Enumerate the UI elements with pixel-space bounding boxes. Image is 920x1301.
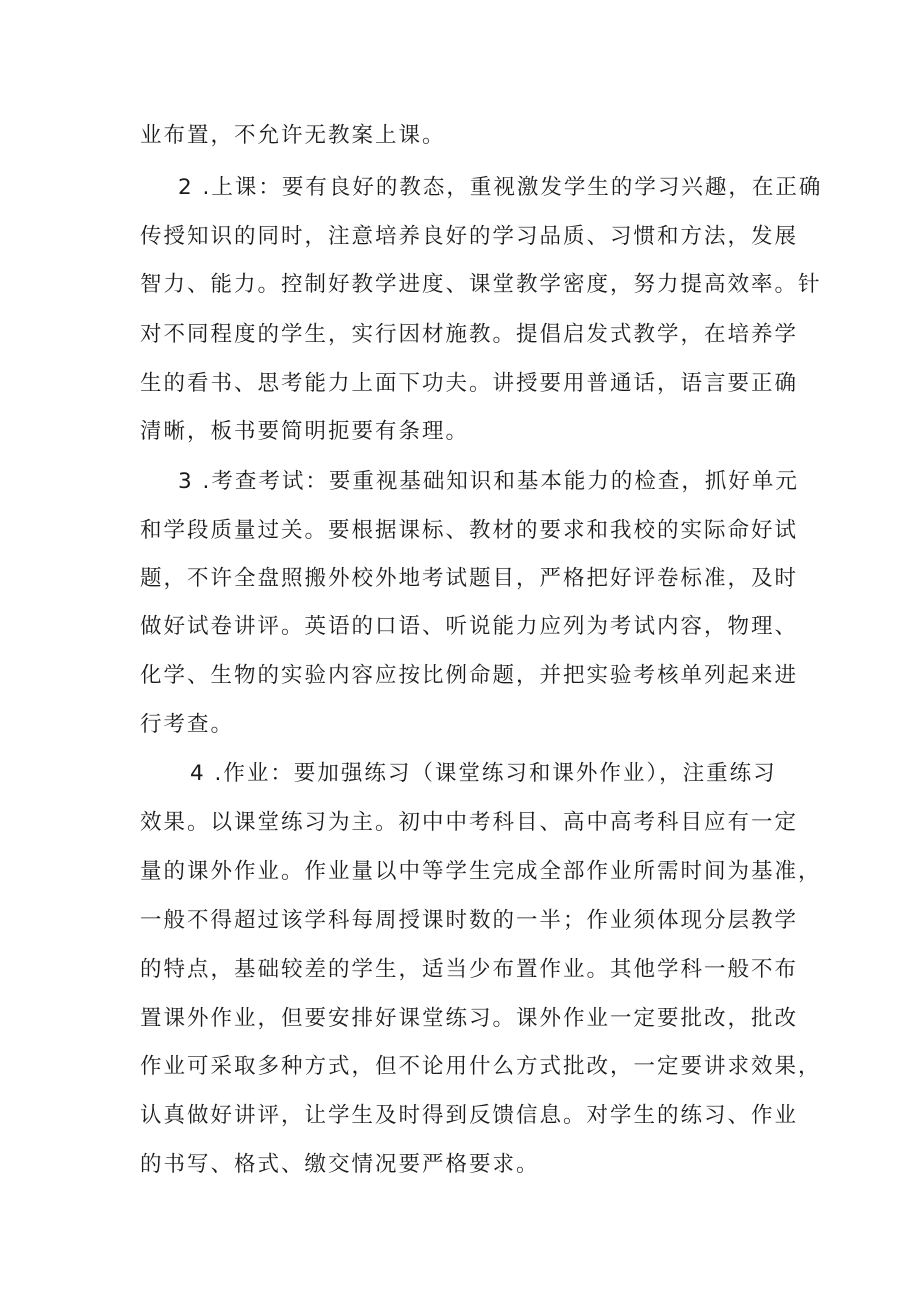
text-line: 一般不得超过该学科每周授课时数的一半；作业须体现分层教学 bbox=[140, 908, 799, 933]
section-3-heading-line: 3 .考查考试：要重视基础知识和基本能力的检查，抓好单元 bbox=[178, 469, 799, 494]
section-2-heading-line: 2 .上课：要有良好的教态，重视激发学生的学习兴趣，在正确 bbox=[178, 175, 823, 200]
text-line: 认真做好讲评，让学生及时得到反馈信息。对学生的练习、作业 bbox=[140, 1103, 799, 1128]
text-line: 智力、能力。控制好教学进度、课堂教学密度，努力提高效率。针 bbox=[140, 272, 822, 297]
text-line: 清晰，板书要简明扼要有条理。 bbox=[140, 419, 470, 444]
text-line: 的书写、格式、缴交情况要严格要求。 bbox=[140, 1152, 540, 1177]
text-line: 题，不许全盘照搬外校外地考试题目，严格把好评卷标准，及时 bbox=[140, 566, 799, 591]
text-line: 生的看书、思考能力上面下功夫。讲授要用普通话，语言要正确 bbox=[140, 371, 799, 396]
text-line: 量的课外作业。作业量以中等学生完成全部作业所需时间为基准， bbox=[140, 859, 822, 884]
text-line: 的特点，基础较差的学生，适当少布置作业。其他学科一般不布 bbox=[140, 957, 799, 982]
text-line: 置课外作业，但要安排好课堂练习。课外作业一定要批改，批改 bbox=[140, 1006, 799, 1031]
text-line: 传授知识的同时，注意培养良好的学习品质、习惯和方法，发展 bbox=[140, 224, 799, 249]
text-line: 化学、生物的实验内容应按比例命题，并把实验考核单列起来进 bbox=[140, 663, 799, 688]
text-line: 做好试卷讲评。英语的口语、听说能力应列为考试内容，物理、 bbox=[140, 614, 799, 639]
text-line: 作业可采取多种方式，但不论用什么方式批改，一定要讲求效果， bbox=[140, 1054, 822, 1079]
text-line: 和学段质量过关。要根据课标、教材的要求和我校的实际命好试 bbox=[140, 518, 799, 543]
text-line: 对不同程度的学生，实行因材施教。提倡启发式教学，在培养学 bbox=[140, 322, 799, 347]
text-line: 行考查。 bbox=[140, 712, 235, 737]
section-4-heading-line: 4 .作业：要加强练习（课堂练习和课外作业），注重练习 bbox=[190, 761, 777, 786]
text-line: 业布置，不允许无教案上课。 bbox=[140, 123, 446, 148]
text-line: 效果。以课堂练习为主。初中中考科目、高中高考科目应有一定 bbox=[140, 810, 799, 835]
